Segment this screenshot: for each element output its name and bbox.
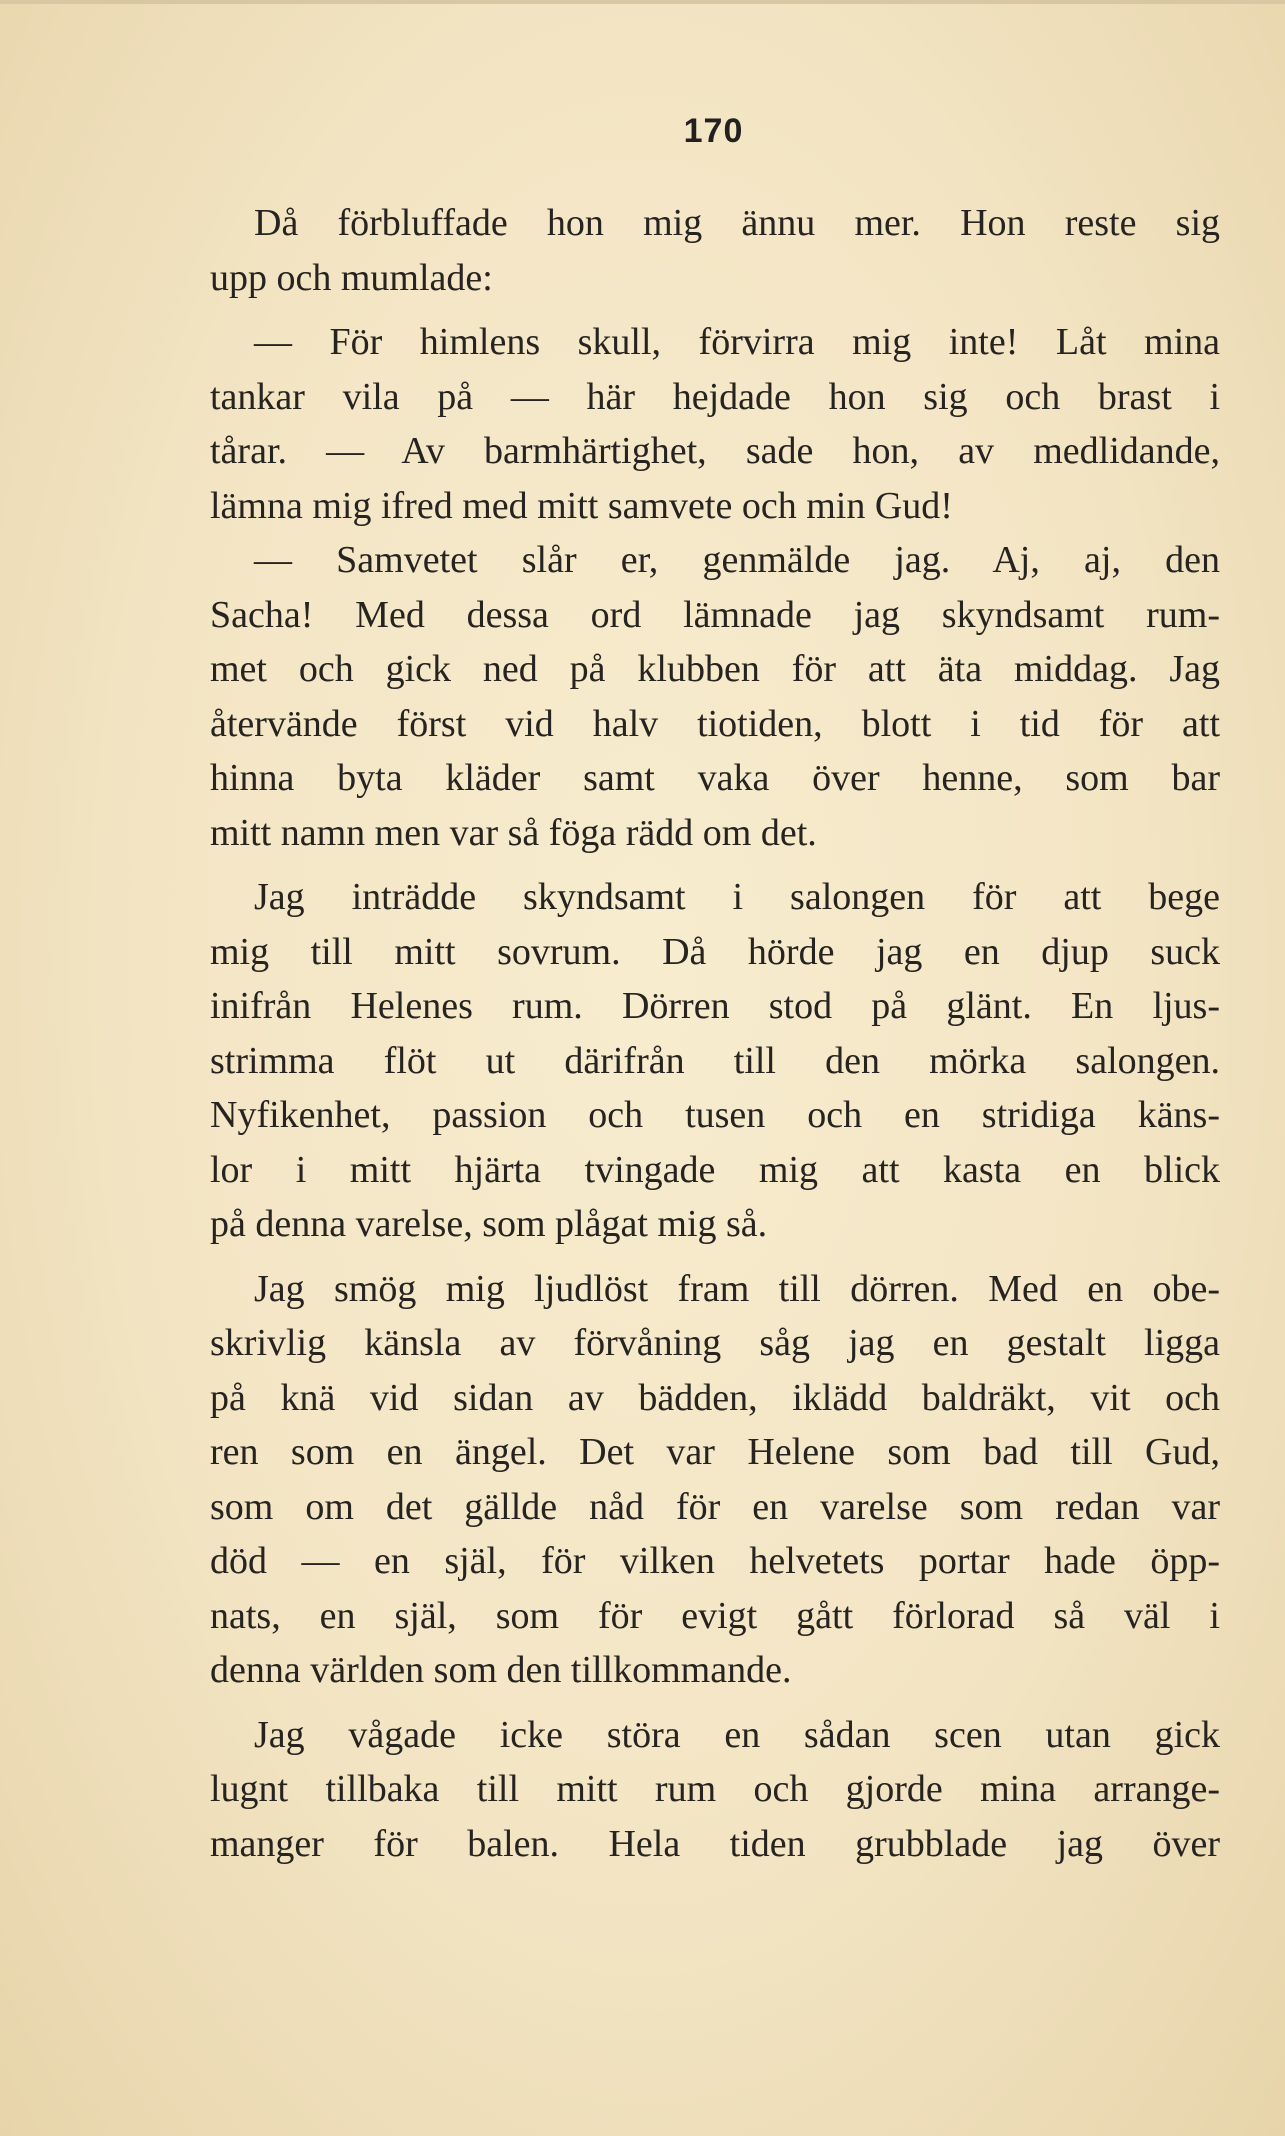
paragraph-gap <box>210 1698 1220 1708</box>
text-line: tankar vila på — här hejdade hon sig och brast i <box>210 375 1220 418</box>
page-number: 170 <box>683 112 744 150</box>
text-line: inifrån Helenes rum. Dörren stod på glänt. En ljus- <box>210 985 1220 1027</box>
text-line: död — en själ, för vilken helvetets portar hade öpp- <box>210 1540 1220 1582</box>
text-line: på denna varelse, som plågat mig så. <box>210 1203 768 1245</box>
text-line: ren som en ängel. Det var Helene som bad till Gud, <box>210 1431 1220 1473</box>
text-line: tårar. — Av barmhärtighet, sade hon, av medlidande, <box>210 430 1220 472</box>
text-line: lor i mitt hjärta tvingade mig att kasta en blick <box>210 1148 1220 1191</box>
text-line: strimma flöt ut därifrån till den mörka salongen. <box>210 1039 1220 1082</box>
text-line: manger för balen. Hela tiden grubblade jag över <box>210 1822 1220 1865</box>
text-line: skrivlig känsla av förvåning såg jag en gestalt ligga <box>210 1322 1220 1364</box>
text-line: Jag vågade icke störa en sådan scen utan gick <box>254 1713 1220 1756</box>
text-line: mitt namn men var så föga rädd om det. <box>210 811 817 854</box>
text-line: Då förbluffade hon mig ännu mer. Hon reste sig <box>254 202 1220 244</box>
text-line: met och gick ned på klubben för att äta middag. Jag <box>210 648 1220 690</box>
text-line: återvände först vid halv tiotiden, blott i tid för att <box>210 702 1220 745</box>
text-line: mig till mitt sovrum. Då hörde jag en djup suck <box>210 930 1220 973</box>
text-line: Sacha! Med dessa ord lämnade jag skyndsamt rum- <box>210 593 1220 636</box>
paragraph-gap <box>210 860 1220 870</box>
text-line: på knä vid sidan av bädden, iklädd baldräkt, vit och <box>210 1376 1220 1419</box>
text-line: — För himlens skull, förvirra mig inte! Låt mina <box>254 321 1220 363</box>
page-top-edge <box>0 0 1285 4</box>
text-line: Jag smög mig ljudlöst fram till dörren. Med en obe- <box>254 1267 1220 1310</box>
text-line: denna världen som den tillkommande. <box>210 1649 792 1691</box>
text-line: som om det gällde nåd för en varelse som redan var <box>210 1485 1220 1528</box>
text-line: hinna byta kläder samt vaka över henne, som bar <box>210 757 1220 799</box>
paragraph-gap <box>210 305 1220 315</box>
text-line: Nyfikenhet, passion och tusen och en stridiga käns- <box>210 1094 1220 1136</box>
text-line: lugnt tillbaka till mitt rum och gjorde mina arrange- <box>210 1768 1220 1810</box>
body-text <box>210 196 1220 1871</box>
text-line: nats, en själ, som för evigt gått förlorad så väl i <box>210 1594 1220 1637</box>
text-line: lämna mig ifred med mitt samvete och min Gud! <box>210 484 953 527</box>
text-line: upp och mumlade: <box>210 256 493 299</box>
text-line: — Samvetet slår er, genmälde jag. Aj, aj, den <box>254 539 1220 581</box>
paragraph-gap <box>210 1252 1220 1262</box>
text-line: Jag inträdde skyndsamt i salongen för att bege <box>254 876 1220 918</box>
